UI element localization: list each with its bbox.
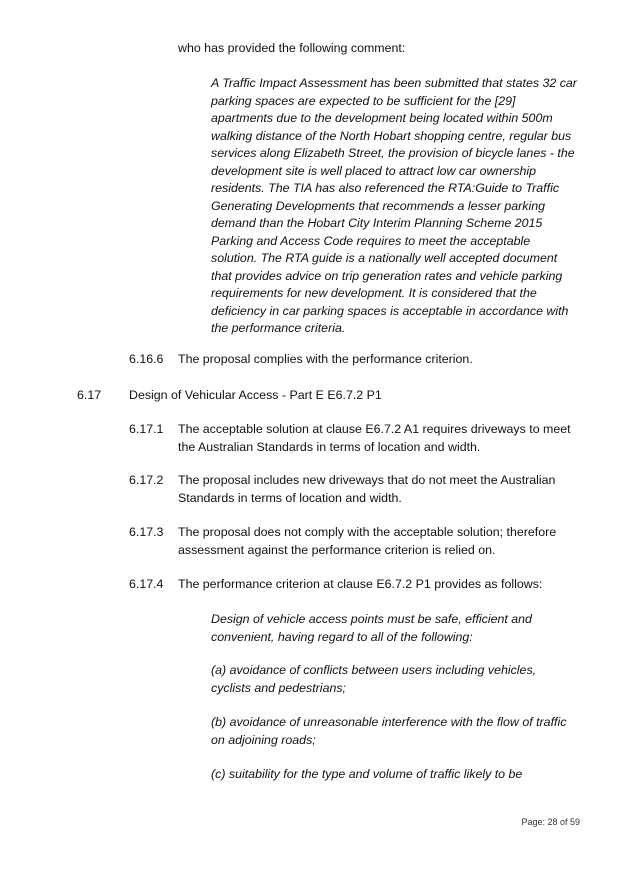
item-number-6-16-6: 6.16.6 xyxy=(129,352,164,366)
item-text-6-16-6: The proposal complies with the performance criterion. xyxy=(178,352,473,366)
item-number-6-17-1: 6.17.1 xyxy=(129,422,164,436)
item-text-6-17-3: The proposal does not comply with the acceptable solution; therefore assessment against the performance criterion is relied on. xyxy=(178,525,557,557)
intro-line: who has provided the following comment: xyxy=(178,41,406,55)
section-number: 6.17 xyxy=(77,388,102,402)
page-number-footer: Page: 28 of 59 xyxy=(521,817,580,827)
criterion-b: (b) avoidance of unreasonable interference with the flow of traffic on adjoining roads; xyxy=(211,715,567,747)
item-text-6-17-2: The proposal includes new driveways that do not meet the Australian Standards in terms of location and width. xyxy=(178,473,556,505)
criterion-intro: Design of vehicle access points must be safe, efficient and convenient, having regard to all of the following: xyxy=(211,612,532,644)
item-text-6-17-4: The performance criterion at clause E6.7.2 P1 provides as follows: xyxy=(178,577,543,591)
item-number-6-17-4: 6.17.4 xyxy=(129,577,164,591)
criterion-a: (a) avoidance of conflicts between users including vehicles, cyclists and pedestrians; xyxy=(211,663,537,695)
item-number-6-17-3: 6.17.3 xyxy=(129,525,164,539)
criterion-c: (c) suitability for the type and volume of traffic likely to be xyxy=(211,767,523,781)
section-title: Design of Vehicular Access - Part E E6.7.2 P1 xyxy=(129,388,382,402)
tia-quote-block: A Traffic Impact Assessment has been submitted that states 32 car parking spaces are expected to be sufficient for the [29] apartments due to the development being located within 500m walking distance of the North Hobart shopping centre, regular bus services along Elizabeth Street, the provision of bicycle lanes - the development site is well placed to attract low car ownership residents. The TIA has also referenced the RTA:Guide to Traffic Generating Developments that recommends a lesser parking demand than the Hobart City Interim Planning Scheme 2015 Parking and Access Code requires to meet the acceptable solution. The RTA guide is a nationally well accepted document that provides advice on trip generation rates and vehicle parking requirements for new development. It is considered that the deficiency in car parking spaces is acceptable in accordance with the performance criteria. xyxy=(211,76,577,335)
item-number-6-17-2: 6.17.2 xyxy=(129,473,164,487)
item-text-6-17-1: The acceptable solution at clause E6.7.2 A1 requires driveways to meet the Australian Standards in terms of location and width. xyxy=(178,422,571,454)
